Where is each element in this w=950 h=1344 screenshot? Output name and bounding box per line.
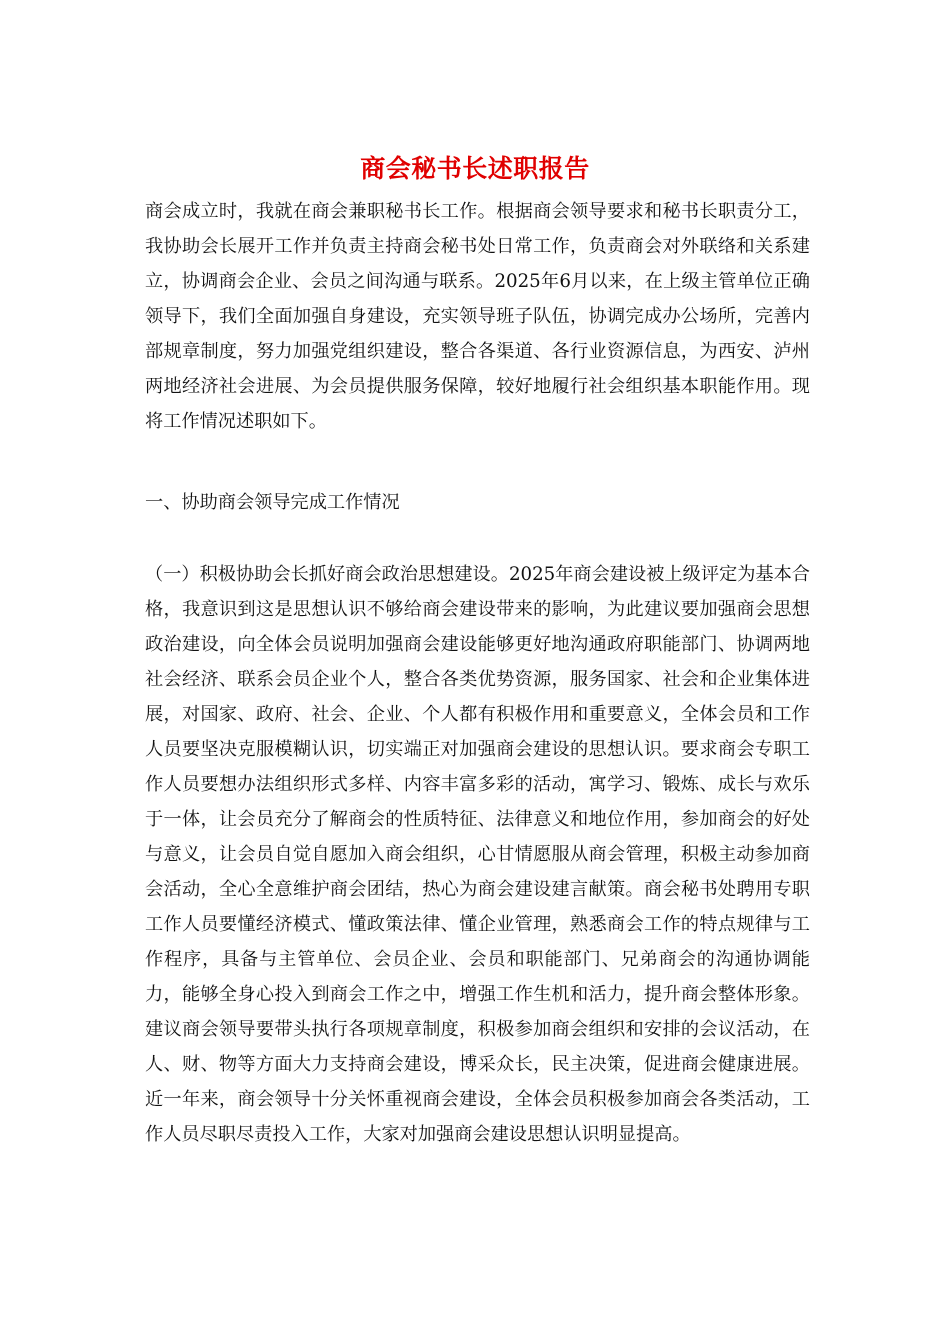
section-heading: 一、协助商会领导完成工作情况 — [145, 492, 400, 513]
section-paragraph: （一）积极协助会长抓好商会政治思想建设。2025年商会建设被上级评定为基本合格，我意识到这是思想认识不够给商会建设带来的影响，为此建议要加强商会思想政治建设，向全体会员说明加强商会建设能够更好地沟通政府职能部门、协调两地社会经济、联系会员企业个人，整合各类优势资源，服务国家、社会和企业集体进展，对国家、政府、社会、企业、个人都有积极作用和重要意义，全体会员和工作人员要坚决克服模糊认识，切实端正对加强商会建设的思想认识。要求商会专职工作人员要想办法组织形式多样、内容丰富多彩的活动，寓学习、锻炼、成长与欢乐于一体，让会员充分了解商会的性质特征、法律意义和地位作用，参加商会的好处与意义，让会员自觉自愿加入商会组织，心甘情愿服从商会管理，积极主动参加商会活动，全心全意维护商会团结，热心为商会建设建言献策。商会秘书处聘用专职工作人员要懂经济模式、懂政策法律、懂企业管理，熟悉商会工作的特点规律与工作程序，具备与主管单位、会员企业、会员和职能部门、兄弟商会的沟通协调能力，能够全身心投入到商会工作之中，增强工作生机和活力，提升商会整体形象。建议商会领导要带头执行各项规章制度，积极参加商会组织和安排的会议活动，在人、财、物等方面大力支持商会建设，博采众长，民主决策，促进商会健康进展。近一年来，商会领导十分关怀重视商会建设，全体会员积极参加商会各类活动，工作人员尽职尽责投入工作，大家对加强商会建设思想认识明显提高。 — [145, 564, 810, 1145]
intro-paragraph: 商会成立时，我就在商会兼职秘书长工作。根据商会领导要求和秘书长职责分工，我协助会长展开工作并负责主持商会秘书处日常工作，负责商会对外联络和关系建立，协调商会企业、会员之间沟通与联系。2025年6月以来，在上级主管单位正确领导下，我们全面加强自身建设，充实领导班子队伍，协调完成办公场所，完善内部规章制度，努力加强党组织建设，整合各渠道、各行业资源信息，为西安、泸州两地经济社会进展、为会员提供服务保障，较好地履行社会组织基本职能作用。现将工作情况述职如下。 — [145, 201, 810, 432]
page-title: 商会秘书长述职报告 — [360, 154, 590, 183]
